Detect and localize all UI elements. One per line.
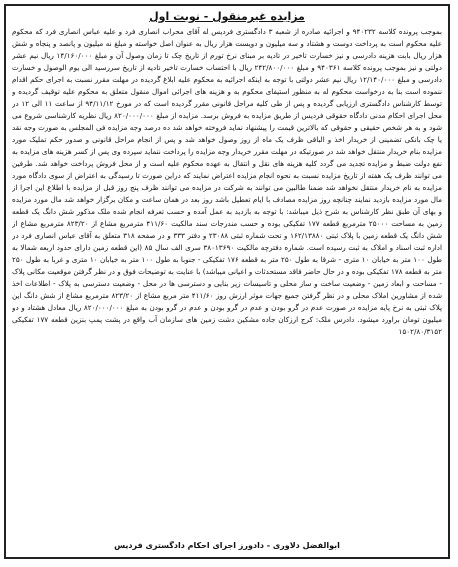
notice-body: بموجب پرونده کلاسه ۹۴۰۲۳۲ و اجرائیه صادره از شعبه ۳ دادگستری فردیس له آقای محراب انصاری فرد و علیه عباس انصاری فرد که محکوم علیه محکوم است به پرداخت دوست و هشتاد و سه میلیون و دویست هزار ریال به عنوان اصل خواسته و مبلغ نه میلیون و پانصد و پنجاه و شش هزار ریال بابت هزینه دادرسی و نیز خسارت تاخیر در تادیه بر مبنای نرخ تورم از تاریخ چک تا زمان وصول آن و مبلغ ۱۴/۱۶۰/۰۰۰ ریال نیم عشر دولتی و نیز بموجب پرونده کلاسه ۹۴۰۳۶۱ و مبلغ ۲۴۲/۸۰۰/۰۰۰ ریال با احتساب خسارت تاخیر تادیه از تاریخ سررسید الی یوم الوصول و خسارت دادرسی و مبلغ ۱۲/۱۴۰/۰۰۰ ریال نیم عشر دولتی با توجه به اینکه اجرائیه به محکوم علیه ابلاغ گردیده در مهلت مقرر نسبت به اجرای حکم اقدام ننموده است بنا به درخواست محکوم له به منظور استیفای محکوم به و هزینه های اجرائی اموال منقول متعلق به محکوم علیه توقیف گردیده و توسط کارشناس دادگستری ارزیابی گردیده و پس از طی کلیه مراحل قانونی مقرر گردیده است که در مورخ ۹۴/۱۱/۱۲ از ساعت ۱۱ الی ۱۲ در محل اجرای احکام مدنی دادگاه حقوقی فردیس از طریق مزایده به فروش برسد. مزایده از مبلغ ۸۲۰/۰۰۰/۰۰۰ ریال نظریه کارشناسی شروع می شود و به هر شخص حقیقی و حقوقی که بالاترین قیمت را پیشنهاد نماید فروخته خواهد شد ده درصد وجه مزایده فی المجلس به صورت وجه نقد یا چک بانکی تضمینی از خریدار اخذ و الباقی ظرف یک ماه از روز وصول خواهد شد و پس از انجام مراحل قانونی و صدور حکم تملیک مورد مزایده بنام خریدار منتقل خواهد شد در صورتیکه در مهلت مقرر خریدار وجه مزایده را پرداخت ننماید سپرده وی پس از کسر هزینه های مزایده به نفع دولت ضبط و مزایده تجدید می گردد کلیه هزینه های نقل و انتقال به عهده محکوم علیه است و از محل فروش پرداخت خواهد شد. طرفین می توانند ظرف یک هفته از تاریخ مزایده نسبت به نحوه انجام مزایده اعتراض نمایند که دراین صورت تا رسیدگی به اعتراض از سوی دادگاه مورد مزایده به نام خریدار منتقل نخواهد شد ضمنا طالبین می توانند به شرکت در مزایده می توانند ظرف پنج روز قبل از مزایده با اطلاع این اجرا از مال مورد مزایده بازدید نمایند چنانچه روز مزایده مصادف با ایام تعطیل باشد روز بعد در همان ساعت و مکان برگزار خواهد شد مال مورد مزایده و بهای آن طبق نظر کارشناس به شرح ذیل میباشد: با توجه به بازدید به عمل آمده و حسب تعرفه انجام شده ملک مذکور شش دانگ یک قطعه زمین به مساحت ۲۵۰۰۰ مترمربع قطعه ۱۷۷ تفکیکی بوده و حسب مندرجات سند مالکیت ۴۱۱/۶۰ مترمربع مشاع از ۸۲۳/۲۰ مترمربع مشاع از شش دانگ یک قطعه زمین با پلاک ثبتی ۱۶۲/۱۳۸۸۰ و تحت شماره ثبتی ۲۳۰۸۸ و دفتر ۳۳۳ و در صفحه ۳۱۸ متعلق به آقای عباس انصاری فرد در اداره ثبت اسناد و املاک به ثبت رسیده است. شماره دفترچه مالکیت ۳۸۰۱۳۶۹۰ سری الف سال ۸۵ (این قطعه زمین دارای حدود اربعه شمالا به طول ۱۰۰ متر به خیابان ۱۰ متری - شرقا به طول ۲۵۰ متر به قطعه ۱۷۶ تفکیکی - جنوبا به طول ۱۰۰ متر به خیابان ۱۰ متری و غربا به طول ۲۵۰ متر به قطعه ۱۷۸ تفکیکی بوده و در حال حاضر فاقد مستحدثات و اعیانی میباشد) با عنایت به توضیحات فوق و در نظر گرفتن موقعیت مکانی پلاک - مساحت و ابعاد زمین - وضعیت ساخت و ساز محلی و تاسیسات زیر بنایی و دسترسی ها در محل - وضعیت دسترسی به پلاک - اطلاعات اخذ شده از مشاورین املاک محلی و در نظر گرفتن جمیع جهات موثر ارزش روز ۴۱۱/۶۰ متر مربع مشاع از ۸۲۳/۲۰ مترمربع مشاع از شش دانگ این پلاک ثبتی به نرخ پایه مزایده در صورت عدم در گرو بودن و عدم در گرو بودن و عدم در گرو بودن به مبلغ ۸۲۰/۰۰۰/۰۰۰ ریال معادل هشتاد و دو میلیون تومان براورد میشود. دادرس ملک: کرج ارزکان جاده مشکین دشت زمین های سازمان آب واقع در پشت پمپ بنزین قطعه ۱۷۷ تفکیکی ۱۵۰۲/۸۰/۳۱۵۲ xyxy=(12,27,442,336)
notice-signature: ابوالفضل دلاوری - دادورز اجرای احکام دادگستری فردیس xyxy=(114,541,340,550)
notice-frame xyxy=(4,4,450,559)
notice-title: مزایده غیرمنقول - نوبت اول xyxy=(149,10,305,23)
